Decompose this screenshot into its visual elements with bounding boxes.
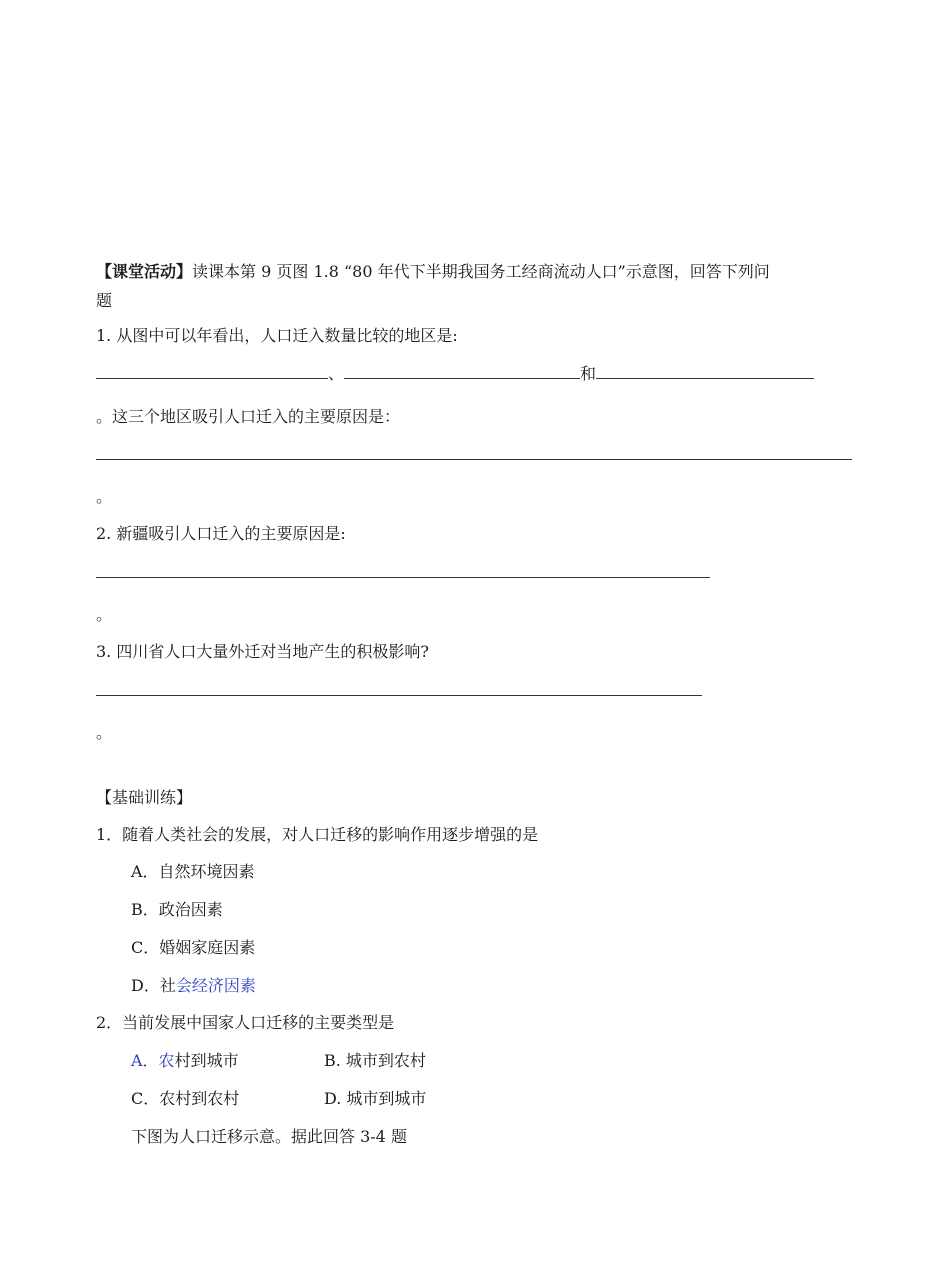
option-2c[interactable]: C．农村到农村 [131,1089,240,1108]
option-2d[interactable]: D. 城市到城市 [324,1089,427,1108]
period-q3: 。 [96,723,113,742]
activity-heading: 【课堂活动】 [96,262,193,281]
separator-comma: 、 [328,364,345,383]
option-1d-prefix: D．社 [131,976,176,995]
period-q1: 。 [96,487,113,506]
training-question-1: 1．随着人类社会的发展，对人口迁移的影响作用逐步增强的是 [96,825,539,844]
question-1-reason-prompt: 。这三个地区吸引人口迁入的主要原因是： [96,407,401,426]
question-2-text: 2. 新疆吸引人口迁入的主要原因是: [96,524,346,543]
option-1c[interactable]: C．婚姻家庭因素 [131,938,256,957]
question-1-blanks-row [96,362,814,384]
option-1a[interactable]: A．自然环境因素 [131,862,255,881]
option-2a[interactable] [131,1051,239,1071]
option-2a-rest: 村到城市 [174,1051,239,1070]
training-heading: 【基础训练】 [96,788,193,807]
option-1d-highlight: 会经济因素 [175,976,256,995]
answer-blank-region-2[interactable] [344,362,580,379]
option-2a-highlight: A．农 [131,1051,175,1070]
activity-intro-text: 读课本第 9 页图 1.8 “80 年代下半期我国务工经商流动人口”示意图，回答下列问 [192,262,770,281]
option-1b[interactable]: B．政治因素 [131,900,223,919]
answer-line-q1-reason[interactable] [96,459,852,460]
answer-line-q2[interactable] [96,577,710,578]
activity-intro-line1 [96,262,770,282]
question-3-text: 3. 四川省人口大量外迁对当地产生的积极影响? [96,642,429,661]
period-q2: 。 [96,605,113,624]
separator-and: 和 [580,364,597,383]
option-2b[interactable]: B. 城市到农村 [324,1051,426,1070]
answer-blank-region-1[interactable] [96,362,328,379]
option-1d[interactable] [131,976,256,996]
training-question-2: 2．当前发展中国家人口迁移的主要类型是 [96,1013,395,1032]
activity-intro-line2: 题 [96,291,113,310]
question-1-text: 1. 从图中可以年看出，人口迁入数量比较的地区是: [96,326,458,345]
answer-line-q3[interactable] [96,695,702,696]
answer-blank-region-3[interactable] [596,362,814,379]
questions-3-4-intro: 下图为人口迁移示意。据此回答 3-4 题 [131,1127,407,1146]
